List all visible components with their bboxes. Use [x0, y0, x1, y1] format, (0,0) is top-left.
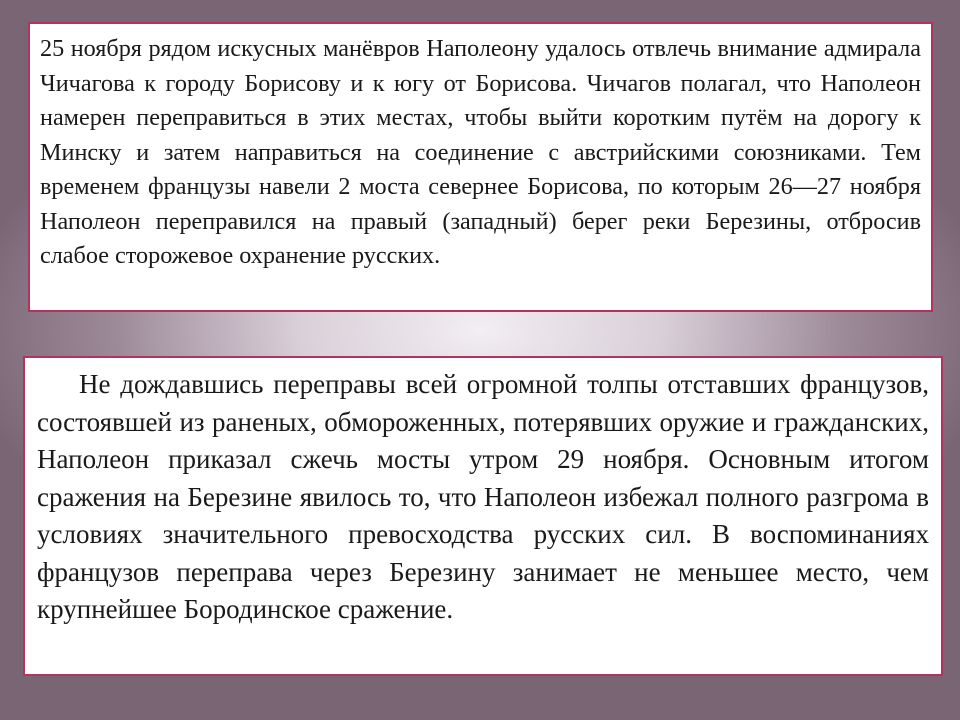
text-box-bottom: [23, 356, 943, 676]
paragraph-2: Не дождавшись переправы всей огромной толпы отставших французов, состоявшей из раненых, обмороженных, потерявших оружие и гражданских, Наполеон приказал сжечь мосты утром 29 ноября. Основным итогом сражения на Березине явилось то, что Наполеон избежал полного разгрома в условиях значительного превосходства русских сил. В воспоминаниях французов переправа через Березину занимает не меньшее место, чем крупнейшее Бородинское сражение.: [37, 369, 929, 624]
paragraph-1: 25 ноября рядом искусных манёвров Наполеону удалось отвлечь внимание адмирала Чичагова к городу Борисову и к югу от Борисова. Чичагов полагал, что Наполеон намерен переправиться в этих местах, чтобы выйти коротким путём на дорогу к Минску и затем направиться на соединение с австрийскими союзниками. Тем временем французы навели 2 моста севернее Борисова, по которым 26—27 ноября Наполеон переправился на правый (западный) берег реки Березины, отбросив слабое сторожевое охранение русских.: [40, 35, 921, 269]
text-box-top: [28, 22, 933, 312]
